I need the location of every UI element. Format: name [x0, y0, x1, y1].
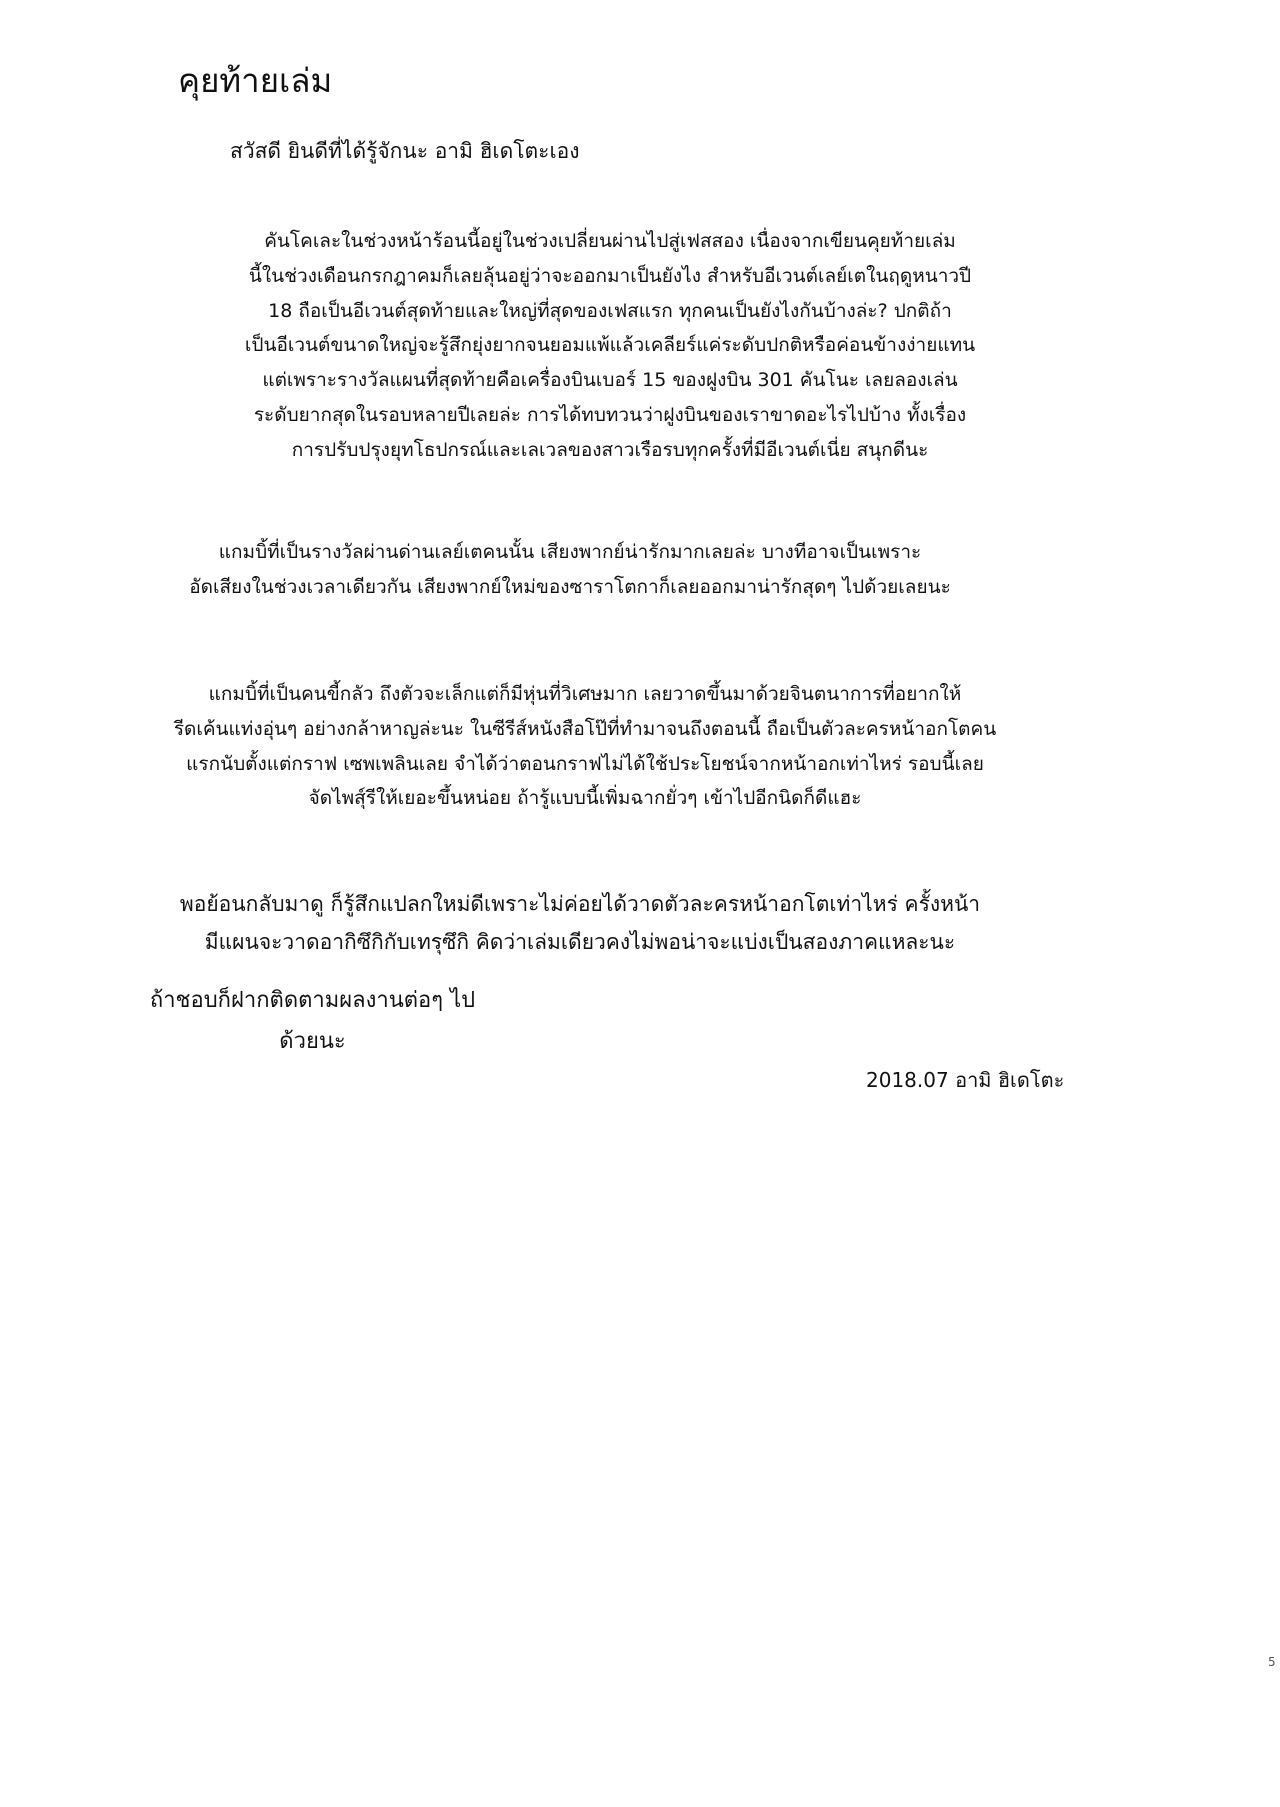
text-line: จัดไพสุ์รีให้เยอะขึ้นหน่อย ถ้ารู้แบบนี้เพิ่มฉากยั่วๆ เข้าไปอีกนิดก็ดีแฮะ: [308, 787, 862, 810]
text-line: คันโคเละในช่วงหน้าร้อนนี้อยู่ในช่วงเปลี่ยนผ่านไปสู่เฟสสอง เนื่องจากเขียนคุยท้ายเล่ม: [264, 230, 956, 252]
text-line: มีแผนจะวาดอากิซึกิกับเทรุซึกิ คิดว่าเล่มเดียวคงไม่พอน่าจะแบ่งเป็นสองภาคแหละนะ: [204, 930, 956, 954]
text-line: แกมบิ้ที่เป็นคนขี้กลัว ถึงตัวจะเล็กแต่ก็มีหุ่นที่วิเศษมาก เลยวาดขึ้นมาด้วยจินตนาการที่อยากให้: [208, 683, 962, 705]
text-line: พอย้อนกลับมาดู ก็รู้สึกแปลกใหม่ดีเพราะไม่ค่อยได้วาดตัวละครหน้าอกโตเท่าไหร่ ครั้งหน้า: [179, 892, 981, 916]
paragraph-closing: [130, 980, 495, 1062]
page-number: 5: [1268, 1655, 1276, 1669]
greeting-line: สวัสดี ยินดีที่ได้รู้จักนะ อามิ ฮิเดโตะเอง: [230, 139, 580, 163]
text-line: แกมบิ้ที่เป็นรางวัลผ่านด่านเลย์เตคนนั้น เสียงพากย์น่ารักมากเลยล่ะ บางทีอาจเป็นเพราะ: [218, 541, 922, 563]
text-line: แต่เพราะรางวัลแผนที่สุดท้ายคือเครื่องบินเบอร์ 15 ของฝูงบิน 301 คันโนะ เลยลองเล่น: [262, 369, 958, 392]
text-line: ถ้าชอบก็ฝากติดตามผลงานต่อๆ ไป: [149, 988, 476, 1013]
text-line: การปรับปรุงยุทโธปกรณ์และเลเวลของสาวเรือรบทุกครั้งที่มีอีเวนต์เนี่ย สนุกดีนะ: [291, 438, 929, 461]
text-line: ด้วยนะ: [279, 1029, 346, 1054]
text-line: นี้ในช่วงเดือนกรกฎาคมก็เลยลุ้นอยู่ว่าจะออกมาเป็นยังไง สำหรับอีเวนต์เลย์เตในฤดูหนาวปี: [248, 264, 972, 287]
text-line: 18 ถือเป็นอีเวนต์สุดท้ายและใหญ่ที่สุดของเฟสแรก ทุกคนเป็นยังไงกันบ้างล่ะ? ปกติถ้า: [268, 299, 952, 322]
paragraph-next-plans: [160, 885, 1000, 961]
text-line: แรกนับตั้งแต่กราฟ เซพเพลินเลย จำได้ว่าตอนกราฟไม่ได้ใช้ประโยชน์จากหน้าอกเท่าไหร่ รอบนี้เลย: [186, 752, 984, 775]
paragraph-event-recap: [200, 224, 1020, 468]
text-line: รีดเค้นแท่งอุ่นๆ อย่างกล้าหาญล่ะนะ ในซีรีส์หนังสือโป๊ที่ทำมาจนถึงตอนนี้ ถือเป็นตัวละครหน้าอกโตคน: [173, 717, 997, 740]
text-line: เป็นอีเวนต์ขนาดใหญ่จะรู้สึกยุ่งยากจนยอมแพ้แล้วเคลียร์แค่ระดับปกติหรือค่อนข้างง่ายแทน: [244, 334, 976, 357]
text-line: ระดับยากสุดในรอบหลายปีเลยล่ะ การได้ทบทวนว่าฝูงบินของเราขาดอะไรไปบ้าง ทั้งเรื่อง: [253, 403, 967, 426]
text-line: อัดเสียงในช่วงเวลาเดียวกัน เสียงพากย์ใหม่ของซาราโตกาก็เลยออกมาน่ารักสุดๆ ไปด้วยเลยนะ: [189, 576, 951, 598]
signature-date: 2018.07 อามิ ฮิเดโตะ: [866, 1068, 1065, 1092]
paragraph-voice: [160, 535, 980, 605]
page-title: คุยท้ายเล่ม: [178, 61, 333, 100]
paragraph-character: [160, 677, 1010, 816]
